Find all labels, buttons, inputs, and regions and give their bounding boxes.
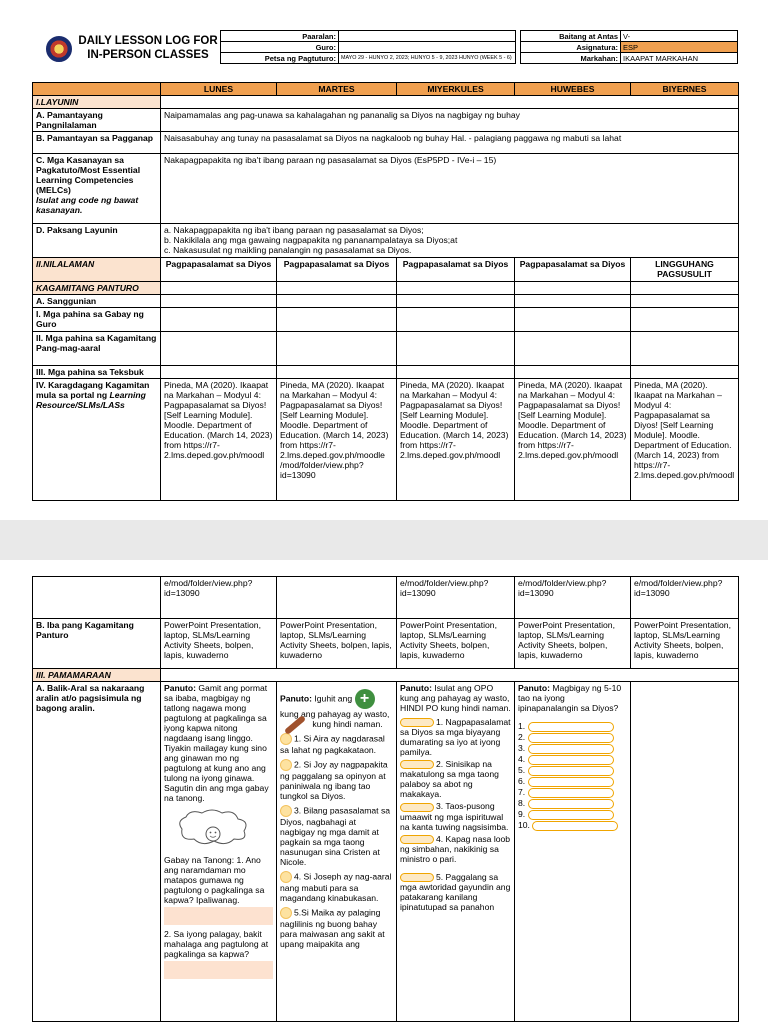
row-label: B. Pamantayan sa Pagganap (33, 132, 161, 154)
answer-circle[interactable] (280, 805, 292, 817)
row-label: A. Pamantayang Pangnilalaman (33, 109, 161, 132)
answer-box[interactable] (164, 961, 273, 979)
header-left-fields: Paaralan: Guro: Petsa ng Pagtuturo: MAYO 29 - HUNYO 2, 2023; HUNYO 5 - 9, 2023 HUNYO (WEEK 5 - 6) (220, 30, 516, 64)
document-header (32, 30, 738, 70)
answer-list: 1. 2. 3. 4. 5. 6. 7. 8. 9. 10. (518, 721, 627, 831)
answer-line[interactable] (528, 799, 614, 809)
reference-cell: Pineda, MA (2020). Ikaapat na Markahan – Modyul 4: Pagpapasalamat sa Diyos! [Self Learning Module]. Moodle. Department of Education. (March 14, 2023) from https://r7-2.lms.deped.gov.ph/moodl (161, 379, 277, 501)
day-lunes: LUNES (161, 83, 277, 96)
row-value: Naipamamalas ang pag-unawa sa kahalagahan ng pananalig sa Diyos na nagbigay ng buhay (161, 109, 739, 132)
row-value: Nakapagpapakita ng iba't ibang paraan ng pasasalamat sa Diyos (EsP5PD - IVe-i – 15) (161, 154, 739, 224)
lunes-activity: Panuto: Gamit ang pormat sa ibaba, magbigay ng tatlong nagawa mong pagtulong at pagkalinga sa iyong kapwa nitong nagdaang isang linggo. Tiyakin mailagay kung sino ang ginawan mo ng pagtulong at kung ano ang tulong na iyong ginawa. Sagutin din ang mga gabay na tanong. Gabay na Tanong: 1. Ano ang naramdaman mo matapos gumawa ng pagtulong o pagkalinga sa kapwa? Ipaliwanag. 2. Sa iyong palagay, bakit mahalaga ang pagtulong at pagkalinga sa kapwa? (161, 682, 277, 1022)
answer-pill[interactable] (400, 873, 434, 882)
lesson-log-table-continued: e/mod/folder/view.php?id=13090 e/mod/folder/view.php?id=13090 e/mod/folder/view.php?id=13090 e/mod/folder/view.php?id=13090 B. Iba pang Kagamitang Panturo PowerPoint Presentation, laptop, SLMs/Learning Activity Sheets, bolpen, lapis, kuwaderno PowerPoint Presentation, laptop, SLMs/Learning Activity Sheets, bolpen, lapis, kuwaderno PowerPoint Presentation, laptop, SLMs/Learning Activity Sheets, bolpen, lapis, kuwaderno PowerPoint Presentation, laptop, SLMs/Learning Activity Sheets, bolpen, lapis, kuwaderno PowerPoint Presentation, laptop, SLMs/Learning Activity Sheets, bolpen, lapis, kuwaderno III. PAMAMARAAN A. Balik-Aral sa nakaraang aralin at/o pagsisimula ng bagong aralin. Panuto: Gamit ang pormat sa ibaba, magbigay ng tatlong nagawa mong pagtulong at pagkalinga sa iyong kapwa nitong nagdaang isang linggo. Tiyakin mailagay kung sino ang ginawan mo ng pagtulong at kung ano ang tulong na iyong ginawa. Sagutin din ang mga gabay na tanong. Gabay na Tanong: 1. Ano ang naramdaman mo matapos gumawa ng pagtulong o pagkalinga sa kapwa? Ipaliwanag. 2. Sa iyong palagay, bakit mahalaga ang pagtulong at pagkalinga sa kapwa? Panuto: Iguhit ang + kung ang pahayag ay wasto, kung hindi naman. 1. Si Aira ay nagdarasal sa lahat ng pagkakataon. 2. Si Joy ay nagpapakita ng paggalang sa opinyon at paniniwala ng ibang tao tungkol sa Diyos. 3. Bilang pasasalamat sa Diyos, nagbahagi at nagbigay ng mga damit at pagkain sa mga taong nasunugan sina Cristen at Nicole. 4. Si Joseph ay nag-aaral nang mabuti para sa magandang kinabukasan. 5.Si Maika ay palaging naglilinis ng buong bahay para maiwasan ang sakit at upang maipakita ang Panuto: Isulat ang OPO kung ang pahayag ay wasto, HINDI PO kung hindi naman. 1. Nagpapasalamat sa Diyos sa mga biyayang dumarating sa iyo at iyong pamilya. 2. Sinisikap na makatulong sa mga taong palaboy sa abot ng makakaya. 3. Taos-pusong umaawit ng mga ispirituwal na kanta tuwing nagsisimba. 4. Kapag nasa loob ng simbahan, nakikinig sa ministro o pari. 5. Paggalang sa mga awtoridad gayundin ang patakarang kanilang ipinatutupad sa panahon Panuto: Magbigay ng 5-10 tao na iyong ipinapanalangin sa Diyos? 1. 2. 3. 4. 5. 6. 7. 8. 9. 10. (32, 576, 739, 1022)
reference-cell: Pineda, MA (2020). Ikaapat na Markahan – Modyul 4: Pagpapasalamat sa Diyos! [Self Learning Module]. Moodle. Department of Education. (March 14, 2023) from https://r7-2.lms.deped.gov.ph/moodl (515, 379, 631, 501)
answer-circle[interactable] (280, 733, 292, 745)
answer-line[interactable] (528, 733, 614, 743)
answer-line[interactable] (528, 766, 614, 776)
answer-pill[interactable] (400, 803, 434, 812)
answer-pill[interactable] (400, 718, 434, 727)
reference-cell: Pineda, MA (2020). Ikaapat na Markahan – Modyul 4: Pagpapasalamat sa Diyos! [Self Learning Module]. Moodle. Department of Education. (March 14, 2023) from https://r7-2.lms.deped.gov.ph/moodle /mod/folder/view.php?id=13090 (277, 379, 397, 501)
row-value: a. Nakapagpapakita ng iba't ibang paraan ng pasasalamat sa Diyos; b. Nakikilala ang mga gawaing nagpapakita ng pananampalataya sa Diyos;at c. Nakasusulat ng maikling panalangin ng pasasalamat sa Diyos. (161, 224, 739, 258)
day-miyerkules: MIYERKULES (397, 83, 515, 96)
plus-icon: + (355, 689, 375, 709)
deped-seal-icon (46, 36, 72, 62)
answer-line[interactable] (528, 722, 614, 732)
section-layunin: I.LAYUNIN (33, 96, 161, 109)
row-value: Naisasabuhay ang tunay na pasasalamat sa Diyos na nagkaloob ng buhay Hal. - palagiang paggawa ng mabuti sa lahat (161, 132, 739, 154)
page-two (0, 560, 768, 1024)
day-huwebes: HUWEBES (515, 83, 631, 96)
day-header-row (33, 83, 739, 96)
section-pamamaraan: III. PAMAMARAAN (33, 669, 161, 682)
answer-circle[interactable] (280, 907, 292, 919)
document-title: DAILY LESSON LOG FOR IN-PERSON CLASSES (78, 35, 218, 61)
answer-line[interactable] (528, 810, 614, 820)
reference-cell: Pineda, MA (2020). Ikaapat na Markahan – Modyul 4: Pagpapasalamat sa Diyos! [Self Learning Module]. Moodle. Department of Education. (March 14, 2023) from https://r7-2.lms.deped.gov.ph/moodl (631, 379, 739, 501)
answer-pill[interactable] (400, 760, 434, 769)
day-biyernes: BIYERNES (631, 83, 739, 96)
answer-line[interactable] (528, 788, 614, 798)
answer-pill[interactable] (400, 835, 434, 844)
miyerkules-activity: Panuto: Isulat ang OPO kung ang pahayag ay wasto, HINDI PO kung hindi naman. 1. Nagpapasalamat sa Diyos sa mga biyayang dumarating sa iyo at iyong pamilya. 2. Sinisikap na makatulong sa mga taong palaboy sa abot ng makakaya. 3. Taos-pusong umaawit ng mga ispirituwal na kanta tuwing nagsisimba. 4. Kapag nasa loob ng simbahan, nakikinig sa ministro o pari. 5. Paggalang sa mga awtoridad gayundin ang patakarang kanilang ipinatutupad sa panahon (397, 682, 515, 1022)
row-label: D. Paksang Layunin (33, 224, 161, 258)
lesson-log-table: LUNES MARTES MIYERKULES HUWEBES BIYERNES I.LAYUNIN A. Pamantayang Pangnilalaman Naipamamalas ang pag-unawa sa kahalagahan ng pananalig sa Diyos na nagbigay ng buhay B. Pamantayan sa Pagganap Naisasabuhay ang tunay na pasasalamat sa Diyos na nagkaloob ng buhay Hal. - palagiang paggawa ng mabuti sa lahat C. Mga Kasanayan sa Pagkatuto/Most Essential Learning Competencies (MELCs) Isulat ang code ng bawat kasanayan. Nakapagpapakita ng iba't ibang paraan ng pasasalamat sa Diyos (EsP5PD - IVe-i – 15) D. Paksang Layunin a. Nakapagpapakita ng iba't ibang paraan ng pasasalamat sa Diyos; b. Nakikilala ang mga gawaing nagpapakita ng pananampalataya sa Diyos;at c. Nakasusulat ng maikling panalangin ng pasasalamat sa Diyos. II.NILALAMAN Pagpapasalamat sa Diyos Pagpapasalamat sa Diyos Pagpapasalamat sa Diyos Pagpapasalamat sa Diyos LINGGUHANG PAGSUSULIT KAGAMITANG PANTURO A. Sanggunian I. Mga pahina sa Gabay ng Guro II. Mga pahina sa Kagamitang Pang-mag-aaral III. Mga pahina sa Teksbuk IV. Karagdagang Kagamitan mula sa portal ng Learning Resource/SLMs/LASs Pineda, MA (2020). Ikaapat na Markahan – Modyul 4: Pagpapasalamat sa Diyos! [Self Learning Module]. Moodle. Department of Education. (March 14, 2023) from https://r7-2.lms.deped.gov.ph/moodl Pineda, MA (2020). Ikaapat na Markahan – Modyul 4: Pagpapasalamat sa Diyos! [Self Learning Module]. Moodle. Department of Education. (March 14, 2023) from https://r7-2.lms.deped.gov.ph/moodle /mod/folder/view.php?id=13090 Pineda, MA (2020). Ikaapat na Markahan – Modyul 4: Pagpapasalamat sa Diyos! [Self Learning Module]. Moodle. Department of Education. (March 14, 2023) from https://r7-2.lms.deped.gov.ph/moodl Pineda, MA (2020). Ikaapat na Markahan – Modyul 4: Pagpapasalamat sa Diyos! [Self Learning Module]. Moodle. Department of Education. (March 14, 2023) from https://r7-2.lms.deped.gov.ph/moodl Pineda, MA (2020). Ikaapat na Markahan – Modyul 4: Pagpapasalamat sa Diyos! [Self Learning Module]. Moodle. Department of Education. (March 14, 2023) from https://r7-2.lms.deped.gov.ph/moodl (32, 82, 739, 501)
answer-circle[interactable] (280, 759, 292, 771)
huwebes-activity: Panuto: Magbigay ng 5-10 tao na iyong ipinapanalangin sa Diyos? 1. 2. 3. 4. 5. 6. 7. 8. 9. 10. (515, 682, 631, 1022)
row-label: A. Balik-Aral sa nakaraang aralin at/o pagsisimula ng bagong aralin. (33, 682, 161, 1022)
day-martes: MARTES (277, 83, 397, 96)
thought-cloud-icon (172, 807, 254, 851)
row-label: IV. Karagdagang Kagamitan mula sa portal ng Learning Resource/SLMs/LASs (33, 379, 161, 501)
answer-box[interactable] (164, 907, 273, 925)
answer-line[interactable] (528, 755, 614, 765)
answer-line[interactable] (528, 744, 614, 754)
answer-line[interactable] (532, 821, 618, 831)
reference-cell: Pineda, MA (2020). Ikaapat na Markahan – Modyul 4: Pagpapasalamat sa Diyos! [Self Learning Module]. Moodle. Department of Education. (March 14, 2023) from https://r7-2.lms.deped.gov.ph/moodl (397, 379, 515, 501)
section-nilalaman: II.NILALAMAN (33, 258, 161, 282)
biyernes-activity (631, 682, 739, 1022)
section-kagamitan: KAGAMITANG PANTURO (33, 282, 161, 295)
answer-line[interactable] (528, 777, 614, 787)
martes-activity: Panuto: Iguhit ang + kung ang pahayag ay wasto, kung hindi naman. 1. Si Aira ay nagdarasal sa lahat ng pagkakataon. 2. Si Joy ay nagpapakita ng paggalang sa opinyon at paniniwala ng ibang tao tungkol sa Diyos. 3. Bilang pasasalamat sa Diyos, nagbahagi at nagbigay ng mga damit at pagkain sa mga taong nasunugan sina Cristen at Nicole. 4. Si Joseph ay nag-aaral nang mabuti para sa magandang kinabukasan. 5.Si Maika ay palaging naglilinis ng buong bahay para maiwasan ang sakit at upang maipakita ang (277, 682, 397, 1022)
row-label: C. Mga Kasanayan sa Pagkatuto/Most Essential Learning Competencies (MELCs) Isulat ang code ng bawat kasanayan. (33, 154, 161, 224)
answer-circle[interactable] (280, 871, 292, 883)
header-right-fields: Baitang at Antas V- Asignatura: ESP Markahan: IKAAPAT MARKAHAN (520, 30, 738, 64)
